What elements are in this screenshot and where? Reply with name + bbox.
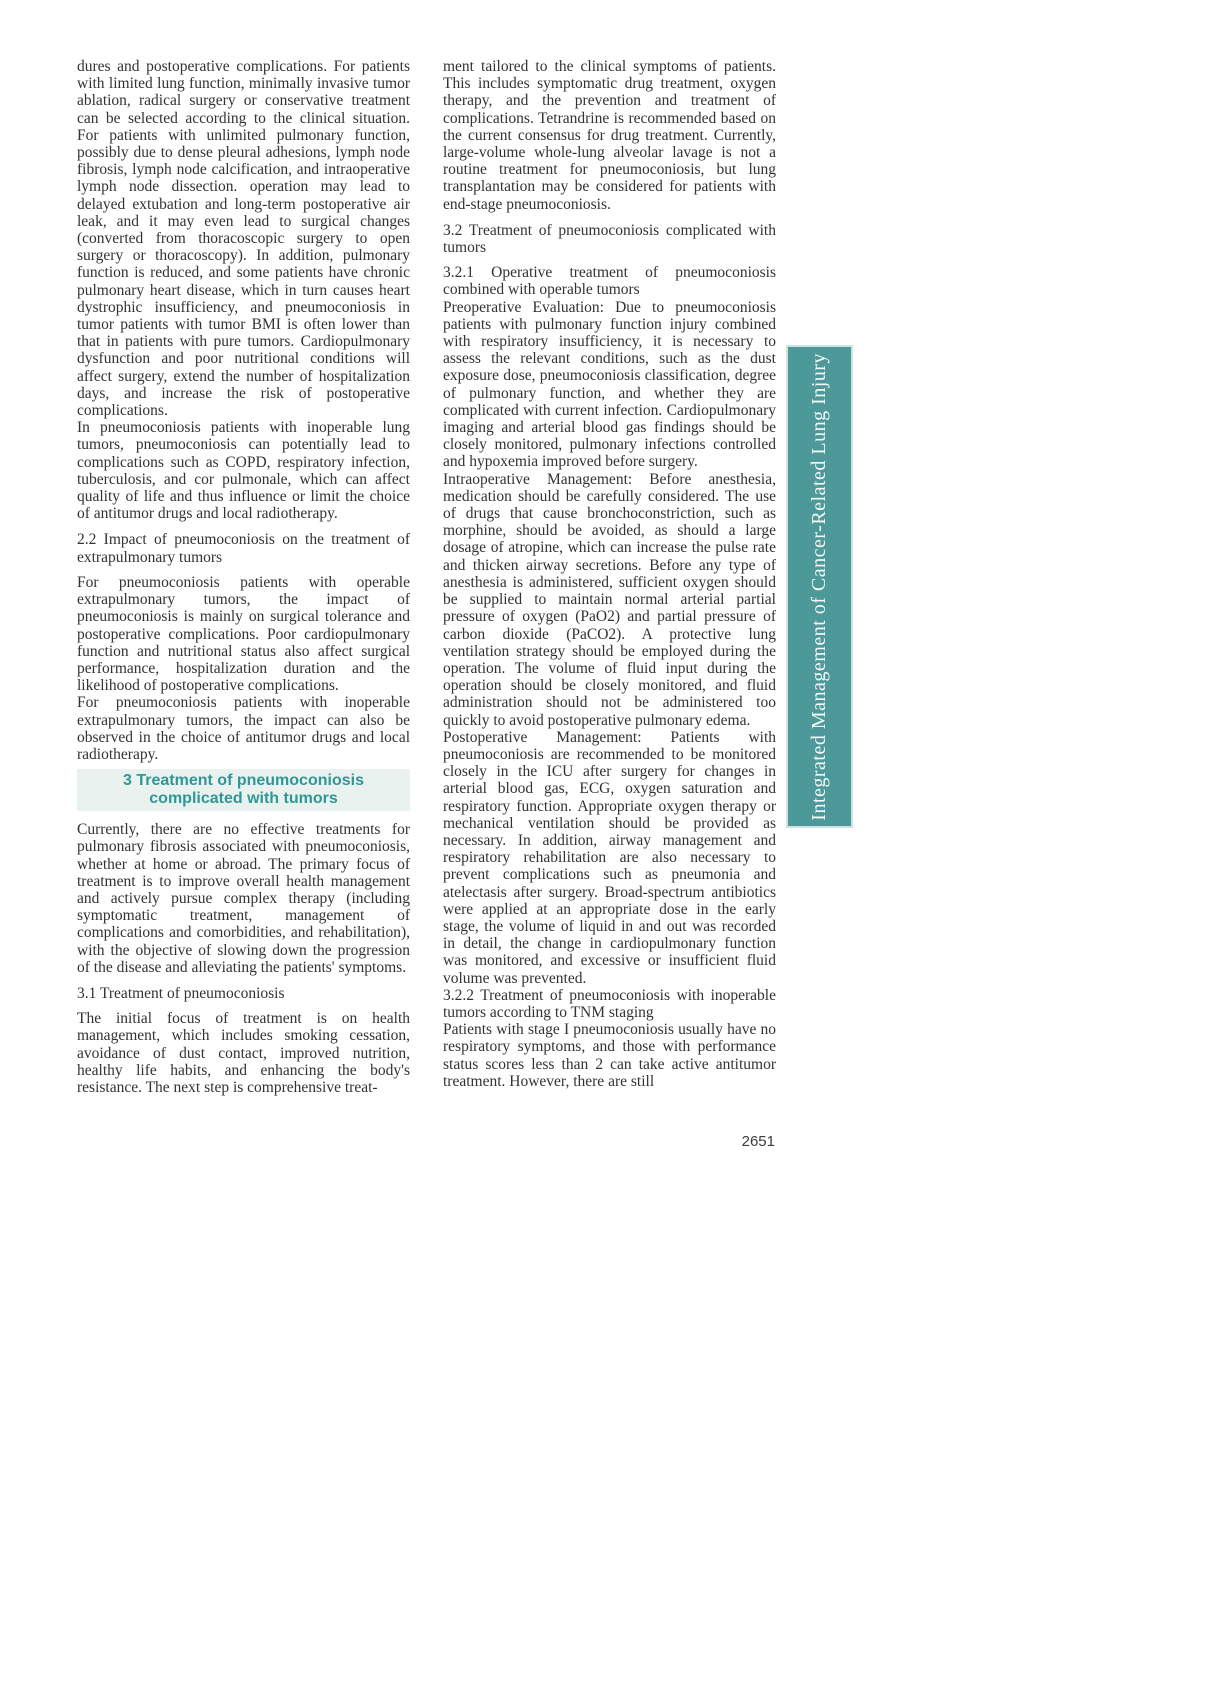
section-subheading: 2.2 Impact of pneumoconiosis on the treatment of extrapulmonary tumors xyxy=(77,531,410,566)
paragraph: Postoperative Management: Patients with pneumoconiosis are recommended to be monitored closely in the ICU after surgery for changes in arterial blood gas, ECG, oxygen saturation and respiratory function. Appropriate oxygen therapy or mechanical ventilation should be provided as necessary. In addition, airway management and respiratory rehabilitation are also necessary to prevent complications such as pneumonia and atelectasis after surgery. Broad-spectrum antibiotics were applied at an appropriate dose in the early stage, the volume of liquid in and out was recorded in detail, the change in cardiopulmonary function was monitored, and excessive or insufficient fluid volume was prevented. xyxy=(443,728,776,987)
paragraph: Intraoperative Management: Before anesthesia, medication should be carefully considered. The use of drugs that cause bronchoconstriction, such as morphine, should be avoided, as should a large dosage of atropine, which can increase the pulse rate and thicken airway secretions. Before any type of anesthesia is administered, sufficient oxygen should be supplied to maintain normal arterial partial pressure of oxygen (PaO2) and partial pressure of carbon dioxide (PaCO2). A protective lung ventilation strategy should be employed during the operation. The volume of fluid input during the operation should be closely monitored, and fluid administration should not be administered too quickly to avoid postoperative pulmonary edema. xyxy=(443,470,776,729)
paragraph: In pneumoconiosis patients with inoperable lung tumors, pneumoconiosis can potentially lead to complications such as COPD, respiratory infection, tuberculosis, and cor pulmonale, which can affect quality of life and thus influence or limit the choice of antitumor drugs and local radiotherapy. xyxy=(77,419,410,523)
paragraph: 3.2.2 Treatment of pneumoconiosis with inoperable tumors according to TNM staging xyxy=(443,986,776,1021)
section-heading-box: 3 Treatment of pneumoconiosis complicated with tumors xyxy=(77,769,410,811)
paragraph: For pneumoconiosis patients with operable extrapulmonary tumors, the impact of pneumoconiosis is mainly on surgical tolerance and postoperative complications. Poor cardiopulmonary function and nutritional status also affect surgical performance, hospitalization duration and the likelihood of postoperative complications. xyxy=(77,573,410,695)
paragraph: Preoperative Evaluation: Due to pneumoconiosis patients with pulmonary function injury combined with respiratory insufficiency, it is necessary to assess the relevant conditions, such as the dust exposure dose, pneumoconiosis classification, degree of pulmonary function, and whether they are complicated with current infection. Cardiopulmonary imaging and arterial blood gas findings should be closely monitored, pulmonary infections controlled and hypoxemia improved before surgery. xyxy=(443,298,776,471)
paragraph: dures and postoperative complications. For patients with limited lung function, minimally invasive tumor ablation, radical surgery or conservative treatment can be selected according to the clinical situation. For patients with unlimited pulmonary function, possibly due to dense pleural adhesions, lymph node fibrosis, lymph node calcification, and intraoperative lymph node dissection. operation may lead to delayed extubation and long-term postoperative air leak, and it may even lead to surgical changes (converted from thoracoscopic surgery to open surgery or thoracoscopy). In addition, pulmonary function is reduced, and some patients have chronic pulmonary heart disease, which in turn causes heart dystrophic insufficiency, and pneumoconiosis in tumor patients with tumor BMI is often lower than that in patients with pure tumors. Cardiopulmonary dysfunction and poor nutritional conditions will affect surgery, extend the number of hospitalization days, and increase the risk of postoperative complications. xyxy=(77,58,410,420)
page-number: 2651 xyxy=(741,1133,775,1150)
chapter-edge-tab xyxy=(786,345,853,828)
paragraph: Patients with stage I pneumoconiosis usually have no respiratory symptoms, and those with performance status scores less than 2 can take active antitumor treatment. However, there are still xyxy=(443,1021,776,1090)
paragraph: ment tailored to the clinical symptoms of patients. This includes symptomatic drug treatment, oxygen therapy, and the prevention and treatment of complications. Tetrandrine is recommended based on the current consensus for drug treatment. Currently, large-volume whole-lung alveolar lavage is not a routine treatment for pneumoconiosis, but lung transplantation may be considered for patients with end-stage pneumoconiosis. xyxy=(443,58,776,213)
left-column xyxy=(77,58,410,1096)
paragraph: The initial focus of treatment is on health management, which includes smoking cessation, avoidance of dust contact, improved nutrition, healthy life habits, and enhancing the body's resistance. The next step is comprehensive treat- xyxy=(77,1010,410,1096)
paragraph: For pneumoconiosis patients with inoperable extrapulmonary tumors, the impact can also be observed in the choice of antitumor drugs and local radiotherapy. xyxy=(77,694,410,763)
section-subheading: 3.2 Treatment of pneumoconiosis complicated with tumors xyxy=(443,221,776,257)
paragraph: 3.2.1 Operative treatment of pneumoconiosis combined with operable tumors xyxy=(443,264,776,299)
paragraph: Currently, there are no effective treatments for pulmonary fibrosis associated with pneumoconiosis, whether at home or abroad. The primary focus of treatment is to improve overall health management and actively pursue complex therapy (including symptomatic treatment, management of complications and comorbidities, and rehabilitation), with the objective of slowing down the progression of the disease and alleviating the patients' symptoms. xyxy=(77,821,410,976)
right-column xyxy=(443,58,776,1090)
section-subheading: 3.1 Treatment of pneumoconiosis xyxy=(77,984,285,1002)
chapter-edge-tab-label: Integrated Management of Cancer-Related Lung Injury xyxy=(808,352,830,821)
